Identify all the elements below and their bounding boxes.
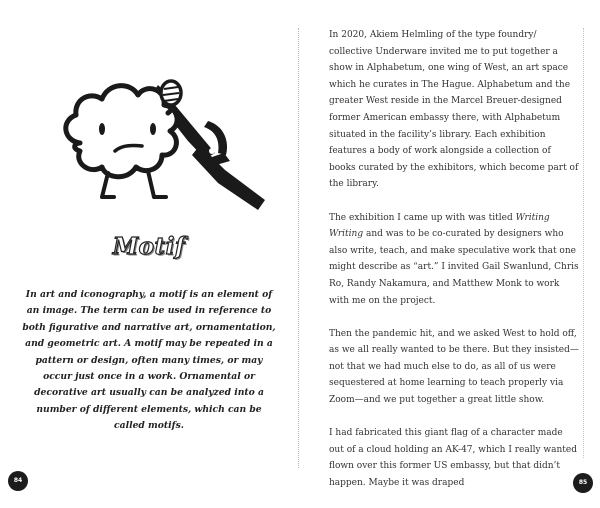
page-number-right: 85	[573, 473, 593, 493]
motif-definition: In art and iconography, a motif is an element of an image. The term can be used in reference to both figurative and narrative art, ornamentation, and geometric art. A motif may be repeated in a pattern or design, often many times, or may occur just once in a work. Ornamental or decorative art usually can be analyzed into a number of different elements, which can be called motifs.	[22, 289, 276, 432]
page-edge-line	[583, 28, 584, 458]
essay-body	[329, 27, 579, 508]
cloud-with-rifle-illustration	[50, 25, 290, 225]
paragraph-text: The exhibition I came up with was titled	[329, 212, 516, 223]
paragraph: I had fabricated this giant flag of a character made out of a cloud holding an AK-47, which I really wanted flown over this former US embassy, but that didn’t happen. Maybe it was draped	[329, 428, 578, 489]
paragraph: Then the pandemic hit, and we asked West to hold off, as we all really wanted to be there. But they insisted—not that we had much else to do, as all of us were sequestered at home learning to teach properly via Zoom—and we put together a great little show.	[329, 328, 579, 406]
paragraph	[329, 210, 579, 310]
paragraph: In 2020, Akiem Helmling of the type foundry/ collective Underware invited me to put together a show in Alphabetum, one wing of West, an art space which he curates in The Hague. Alphabetum and the greater West reside in the Marcel Breuer-designed former American embassy there, with Alphabetum situated in the facility’s library. Each exhibition features a body of work alongside a collection of books curated by the exhibitors, which become part of the library.	[329, 30, 579, 190]
cloud-character-icon	[66, 81, 181, 197]
paragraph-text: and was to be co-curated by designers who also write, teach, and make speculative work that one might describe as “art.” I invited Gail Swanlund, Chris Ro, Randy Nakamura, and Matthew Monk to work with me on the project.	[329, 229, 579, 306]
page-number-left: 84	[8, 471, 28, 491]
entry-title: Motif	[112, 233, 186, 260]
left-page	[0, 0, 298, 500]
exhibition-title: Writing Writing	[329, 212, 550, 240]
